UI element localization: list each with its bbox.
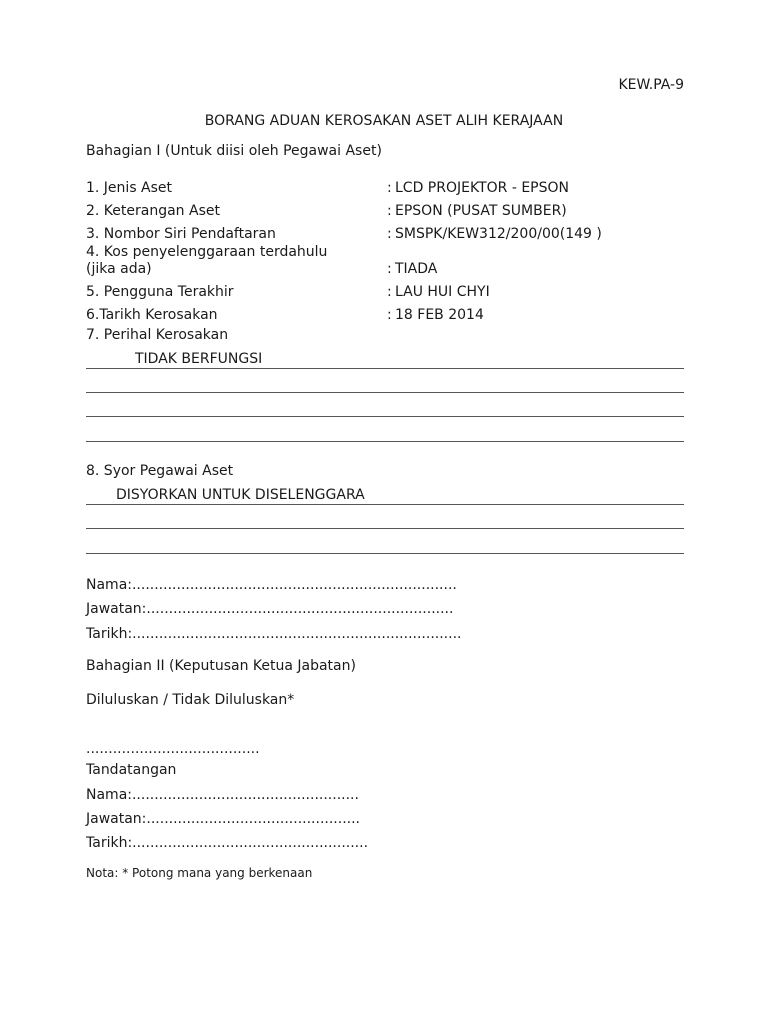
section2-decision: Diluluskan / Tidak Diluluskan* — [86, 692, 295, 708]
section1-tarikh: Tarikh:.......................................................................... — [86, 626, 462, 642]
writing-line — [86, 368, 684, 369]
signature-line: ....................................... — [86, 741, 260, 757]
footnote: Nota: * Potong mana yang berkenaan — [86, 866, 313, 880]
writing-line — [86, 441, 684, 442]
row-kos-value: TIADA — [395, 261, 438, 277]
section1-heading: Bahagian I (Untuk diisi oleh Pegawai Aset) — [86, 143, 382, 159]
row-colon: : — [387, 226, 392, 242]
row-tarikh-kerosakan-label: 6.Tarikh Kerosakan — [86, 307, 218, 323]
section2-heading: Bahagian II (Keputusan Ketua Jabatan) — [86, 658, 356, 674]
row-tarikh-kerosakan-value: 18 FEB 2014 — [395, 307, 484, 323]
writing-line — [86, 504, 684, 505]
row-colon: : — [387, 203, 392, 219]
syor-label: 8. Syor Pegawai Aset — [86, 463, 234, 479]
row-kos-label-2: (jika ada) — [86, 261, 152, 277]
perihal-label: 7. Perihal Kerosakan — [86, 327, 229, 343]
row-colon: : — [387, 180, 392, 196]
row-kos-label: 4. Kos penyelenggaraan terdahulu — [86, 244, 328, 260]
row-colon: : — [387, 284, 392, 300]
section2-nama: Nama:................................................... — [86, 787, 359, 803]
writing-line — [86, 416, 684, 417]
section1-nama: Nama:......................................................................... — [86, 577, 457, 593]
section2-tarikh: Tarikh:..................................................... — [86, 835, 369, 851]
row-jenis-aset-label: 1. Jenis Aset — [86, 180, 173, 196]
signature-label: Tandatangan — [86, 762, 177, 778]
writing-line — [86, 553, 684, 554]
form-title: BORANG ADUAN KEROSAKAN ASET ALIH KERAJAAN — [204, 113, 564, 129]
row-jenis-aset-value: LCD PROJEKTOR - EPSON — [395, 180, 569, 196]
perihal-value: TIDAK BERFUNGSI — [135, 351, 263, 367]
row-colon: : — [387, 261, 392, 277]
writing-line — [86, 392, 684, 393]
row-keterangan-aset-value: EPSON (PUSAT SUMBER) — [395, 203, 567, 219]
writing-line — [86, 528, 684, 529]
section2-jawatan: Jawatan:................................................ — [86, 811, 361, 827]
form-code: KEW.PA-9 — [618, 77, 684, 93]
syor-value: DISYORKAN UNTUK DISELENGGARA — [116, 487, 365, 503]
row-colon: : — [387, 307, 392, 323]
row-pengguna-value: LAU HUI CHYI — [395, 284, 490, 300]
row-keterangan-aset-label: 2. Keterangan Aset — [86, 203, 220, 219]
row-nombor-siri-label: 3. Nombor Siri Pendaftaran — [86, 226, 276, 242]
row-pengguna-label: 5. Pengguna Terakhir — [86, 284, 234, 300]
row-nombor-siri-value: SMSPK/KEW312/200/00(149 ) — [395, 226, 602, 242]
section1-jawatan: Jawatan:..................................................................... — [86, 601, 454, 617]
